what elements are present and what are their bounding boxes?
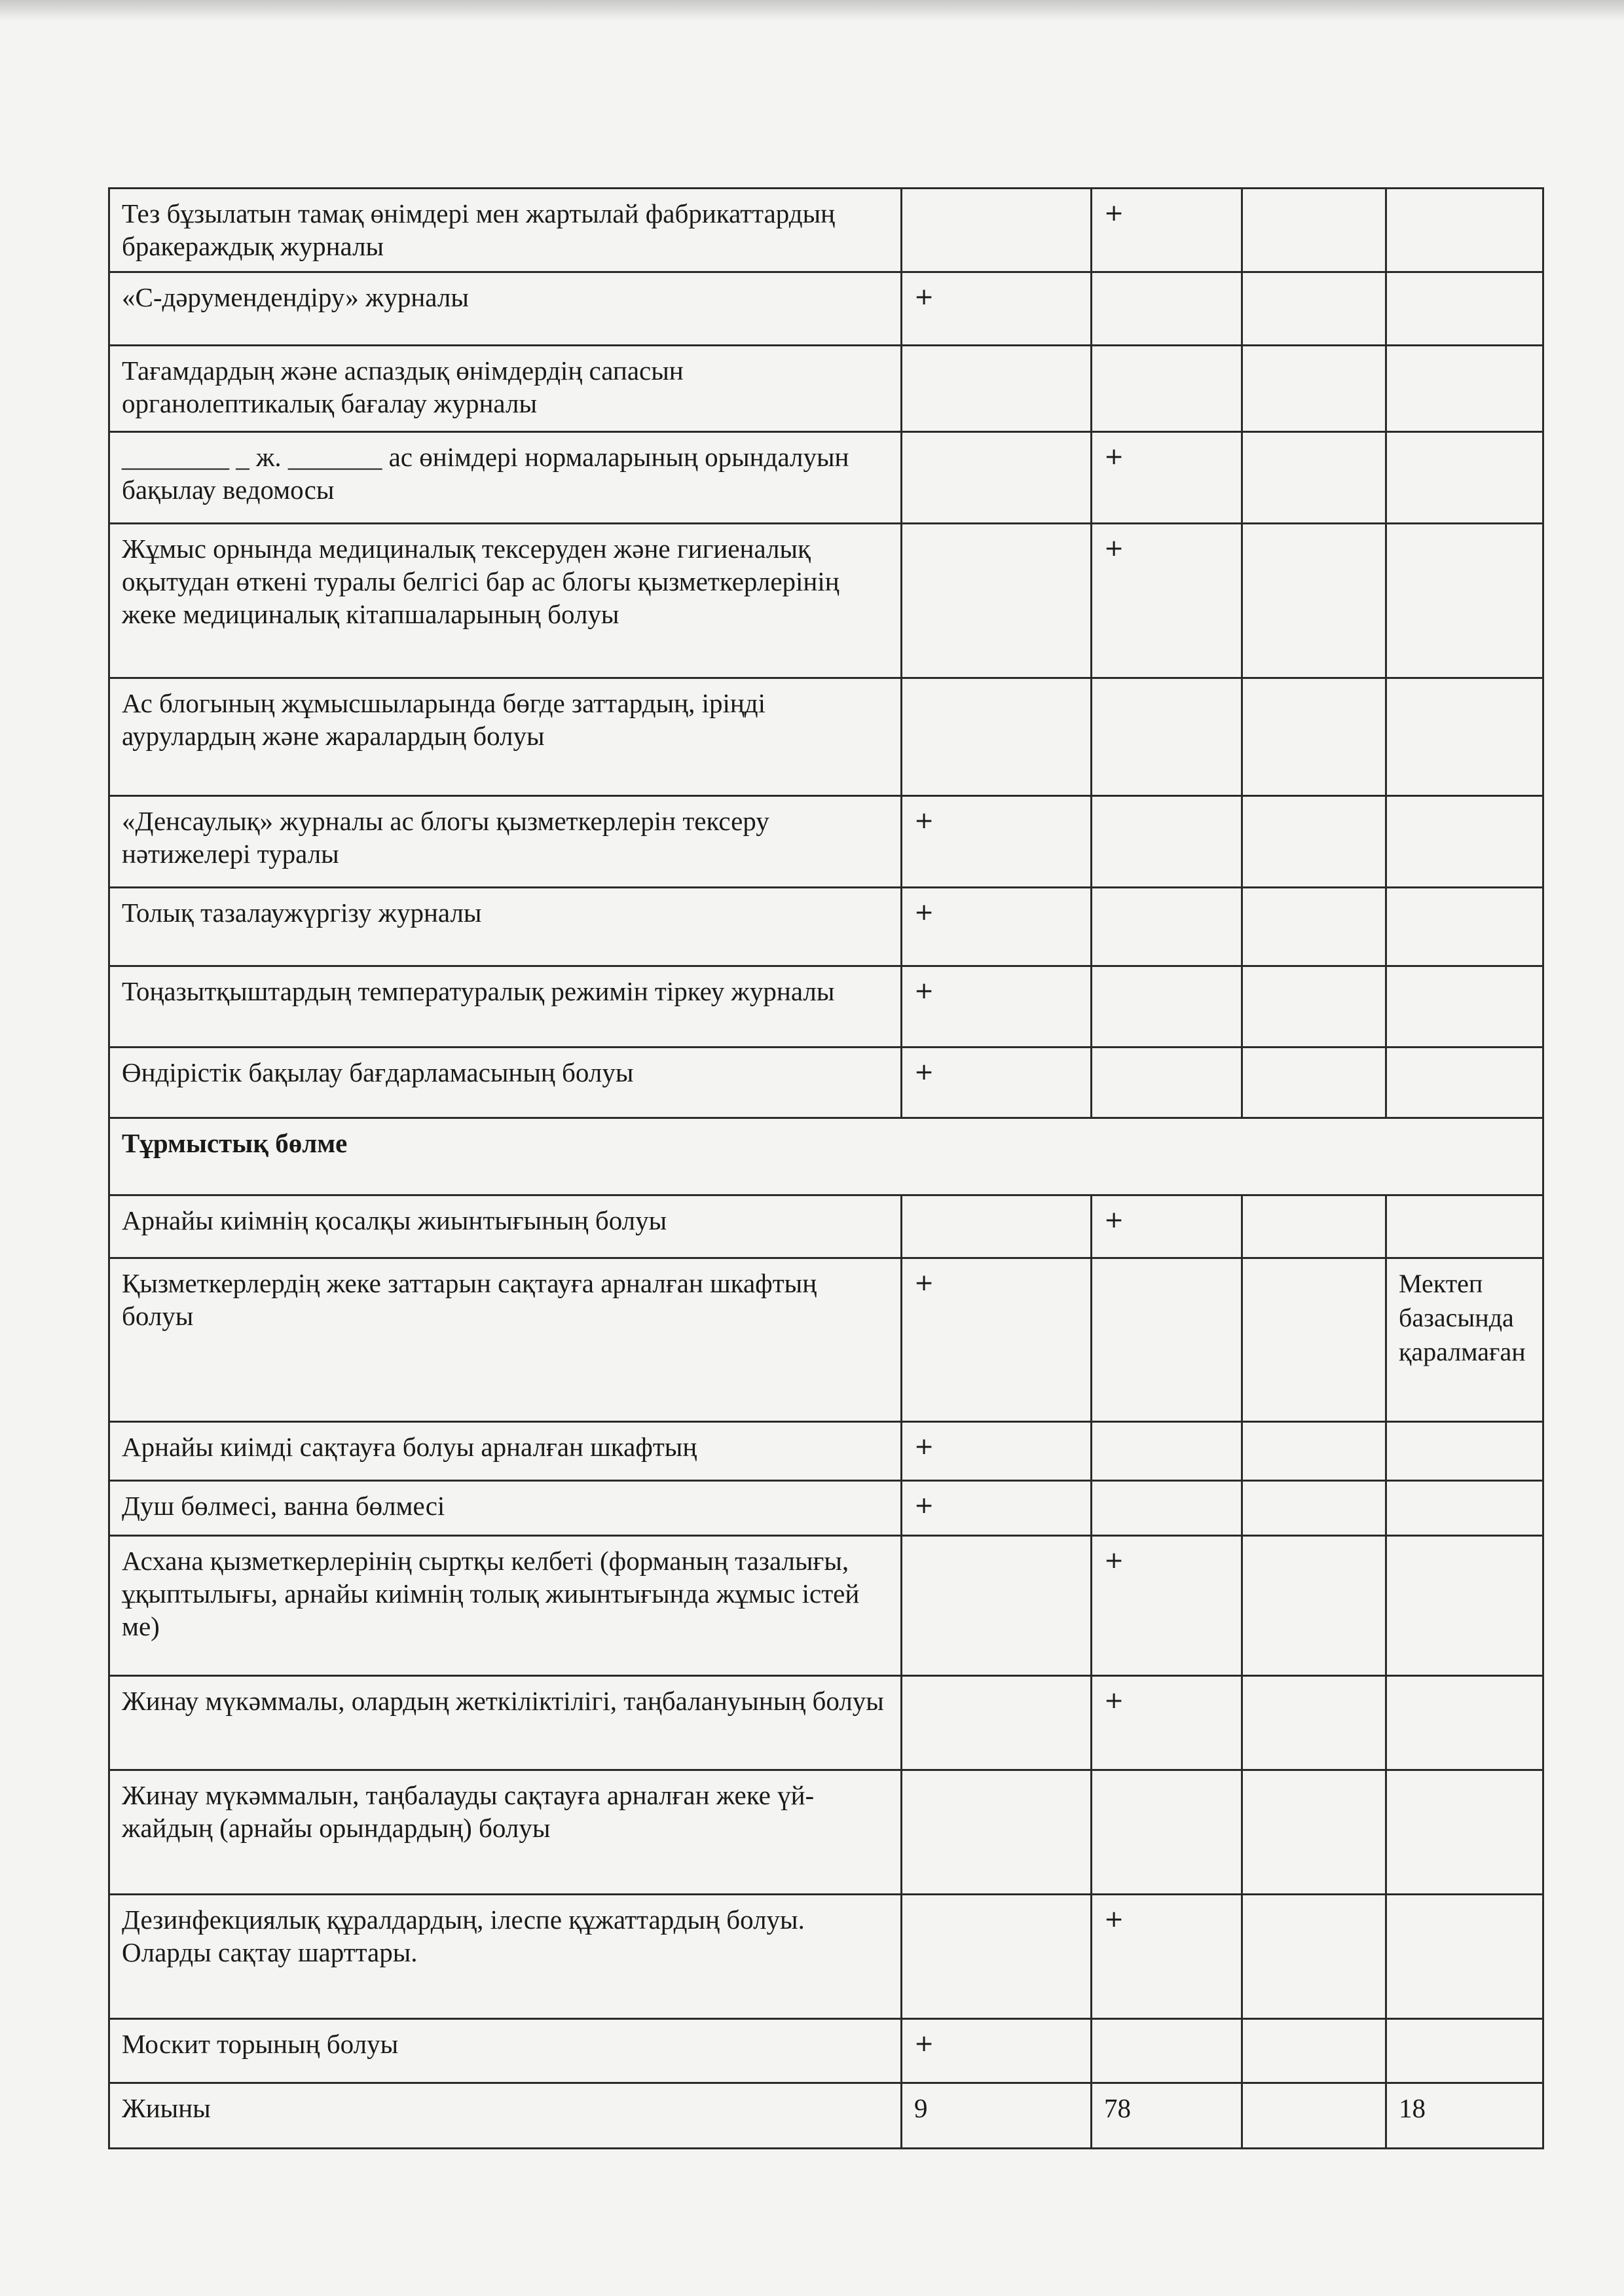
criterion-text: Қызметкерлердің жеке заттарын сақтауға арналған шкафтың болуы <box>109 1258 902 1422</box>
total-label: Жиыны <box>109 2083 902 2149</box>
total-value: 78 <box>1092 2083 1242 2149</box>
mark-cell <box>1092 888 1242 966</box>
table-row <box>109 1676 1543 1770</box>
mark-cell <box>1092 966 1242 1048</box>
mark-cell <box>1242 678 1386 796</box>
mark-cell <box>1386 966 1543 1048</box>
criterion-text: Өндірістік бақылау бағдарламасының болуы <box>109 1048 902 1118</box>
mark-cell <box>1242 1048 1386 1118</box>
criterion-text: Душ бөлмесі, ванна бөлмесі <box>109 1481 902 1536</box>
mark-cell <box>1386 346 1543 432</box>
mark-cell: + <box>1092 432 1242 524</box>
criterion-text: Арнайы киімнің қосалқы жиынтығының болуы <box>109 1195 902 1258</box>
mark-cell: + <box>902 966 1092 1048</box>
mark-cell: + <box>1092 1536 1242 1676</box>
mark-cell <box>1242 1422 1386 1481</box>
mark-cell <box>1386 272 1543 346</box>
mark-cell <box>1242 888 1386 966</box>
table-row <box>109 1770 1543 1895</box>
mark-cell <box>1242 2019 1386 2083</box>
mark-cell <box>1092 1770 1242 1895</box>
mark-cell <box>902 189 1092 272</box>
table-row <box>109 524 1543 678</box>
mark-cell <box>902 1195 1092 1258</box>
criterion-text: «Денсаулық» журналы ас блогы қызметкерлерін тексеру нәтижелері туралы <box>109 796 902 888</box>
mark-cell <box>1386 888 1543 966</box>
mark-cell <box>1092 272 1242 346</box>
section-title: Тұрмыстық бөлме <box>109 1118 1543 1195</box>
mark-cell <box>1242 796 1386 888</box>
mark-cell <box>1386 796 1543 888</box>
mark-cell <box>1092 796 1242 888</box>
mark-cell <box>1242 272 1386 346</box>
table-row <box>109 2019 1543 2083</box>
mark-cell <box>1386 432 1543 524</box>
mark-cell <box>1386 524 1543 678</box>
mark-cell: + <box>1092 524 1242 678</box>
table-row <box>109 272 1543 346</box>
mark-cell <box>1386 1770 1543 1895</box>
mark-cell: + <box>1092 1195 1242 1258</box>
mark-cell: + <box>902 1422 1092 1481</box>
mark-cell: + <box>902 888 1092 966</box>
scanned-page-edge <box>0 0 1624 21</box>
criterion-text: Дезинфекциялық құралдардың, ілеспе құжаттардың болуы. Оларды сақтау шарттары. <box>109 1895 902 2019</box>
mark-cell <box>902 346 1092 432</box>
mark-cell <box>1242 1770 1386 1895</box>
total-value: 9 <box>902 2083 1092 2149</box>
table-row <box>109 796 1543 888</box>
table-row <box>109 1895 1543 2019</box>
table-row <box>109 888 1543 966</box>
mark-cell: + <box>1092 1895 1242 2019</box>
total-value: 18 <box>1386 2083 1543 2149</box>
mark-cell <box>902 678 1092 796</box>
mark-cell <box>1092 1048 1242 1118</box>
criterion-text: Жұмыс орнында медициналық тексеруден және гигиеналық оқытудан өткені туралы белгісі бар ас блогы қызметкерлерінің жеке медициналық кітапшаларының болуы <box>109 524 902 678</box>
table-row <box>109 1048 1543 1118</box>
remark-cell: Мектеп базасында қаралмаған <box>1386 1258 1543 1422</box>
mark-cell <box>1386 1481 1543 1536</box>
mark-cell: + <box>902 1481 1092 1536</box>
mark-cell <box>1242 1895 1386 2019</box>
criterion-text: Жинау мүкәммалын, таңбалауды сақтауға арналған жеке үй-жайдың (арнайы орындардың) болуы <box>109 1770 902 1895</box>
criterion-text: Тағамдардың және аспаздық өнімдердің сапасын органолептикалық бағалау журналы <box>109 346 902 432</box>
mark-cell <box>902 1536 1092 1676</box>
mark-cell <box>1242 1481 1386 1536</box>
mark-cell <box>1386 2019 1543 2083</box>
mark-cell <box>1242 524 1386 678</box>
mark-cell: + <box>902 796 1092 888</box>
mark-cell <box>1386 1895 1543 2019</box>
inspection-checklist-table <box>108 187 1544 2149</box>
mark-cell: + <box>902 1258 1092 1422</box>
criterion-text: Толық тазалаужүргізу журналы <box>109 888 902 966</box>
checklist-body <box>109 189 1543 2149</box>
mark-cell <box>902 1770 1092 1895</box>
criterion-text: ________ _ ж. _______ ас өнімдері нормаларының орындалуын бақылау ведомосы <box>109 432 902 524</box>
mark-cell <box>902 1895 1092 2019</box>
mark-cell <box>1092 2019 1242 2083</box>
criterion-text: Жинау мүкәммалы, олардың жеткіліктілігі, таңбалануының болуы <box>109 1676 902 1770</box>
mark-cell: + <box>902 1048 1092 1118</box>
mark-cell <box>1386 1676 1543 1770</box>
section-row <box>109 1118 1543 1195</box>
mark-cell <box>902 432 1092 524</box>
table-row <box>109 678 1543 796</box>
mark-cell <box>902 524 1092 678</box>
mark-cell <box>1386 1048 1543 1118</box>
criterion-text: Арнайы киімді сақтауға болуы арналған шкафтың <box>109 1422 902 1481</box>
criterion-text: Асхана қызметкерлерінің сыртқы келбеті (форманың тазалығы, ұқыптылығы, арнайы киімнің толық жиынтығында жұмыс істей ме) <box>109 1536 902 1676</box>
mark-cell <box>1242 1195 1386 1258</box>
mark-cell <box>1092 1422 1242 1481</box>
mark-cell <box>1092 1481 1242 1536</box>
table-row <box>109 189 1543 272</box>
total-value <box>1242 2083 1386 2149</box>
mark-cell <box>1242 189 1386 272</box>
mark-cell <box>1386 678 1543 796</box>
table-row <box>109 1481 1543 1536</box>
mark-cell <box>1242 432 1386 524</box>
mark-cell: + <box>1092 1676 1242 1770</box>
criterion-text: «С-дәрумендендіру» журналы <box>109 272 902 346</box>
criterion-text: Ас блогының жұмысшыларында бөгде заттардың, іріңді аурулардың және жаралардың болуы <box>109 678 902 796</box>
criterion-text: Тоңазытқыштардың температуралық режимін тіркеу журналы <box>109 966 902 1048</box>
mark-cell <box>1386 189 1543 272</box>
mark-cell <box>1242 346 1386 432</box>
mark-cell <box>1386 1536 1543 1676</box>
table-row <box>109 1195 1543 1258</box>
mark-cell <box>1386 1195 1543 1258</box>
mark-cell: + <box>1092 189 1242 272</box>
mark-cell <box>1242 1676 1386 1770</box>
mark-cell: + <box>902 272 1092 346</box>
mark-cell <box>1092 678 1242 796</box>
table-row <box>109 1258 1543 1422</box>
criterion-text: Тез бұзылатын тамақ өнімдері мен жартылай фабрикаттардың бракераждық журналы <box>109 189 902 272</box>
table-row <box>109 1536 1543 1676</box>
mark-cell <box>1242 1258 1386 1422</box>
criterion-text: Москит торының болуы <box>109 2019 902 2083</box>
mark-cell <box>1242 966 1386 1048</box>
mark-cell <box>1242 1536 1386 1676</box>
table-row <box>109 966 1543 1048</box>
table-row <box>109 1422 1543 1481</box>
mark-cell: + <box>902 2019 1092 2083</box>
mark-cell <box>1092 1258 1242 1422</box>
mark-cell <box>1092 346 1242 432</box>
table-row <box>109 432 1543 524</box>
total-row <box>109 2083 1543 2149</box>
mark-cell <box>902 1676 1092 1770</box>
mark-cell <box>1386 1422 1543 1481</box>
table-row <box>109 346 1543 432</box>
